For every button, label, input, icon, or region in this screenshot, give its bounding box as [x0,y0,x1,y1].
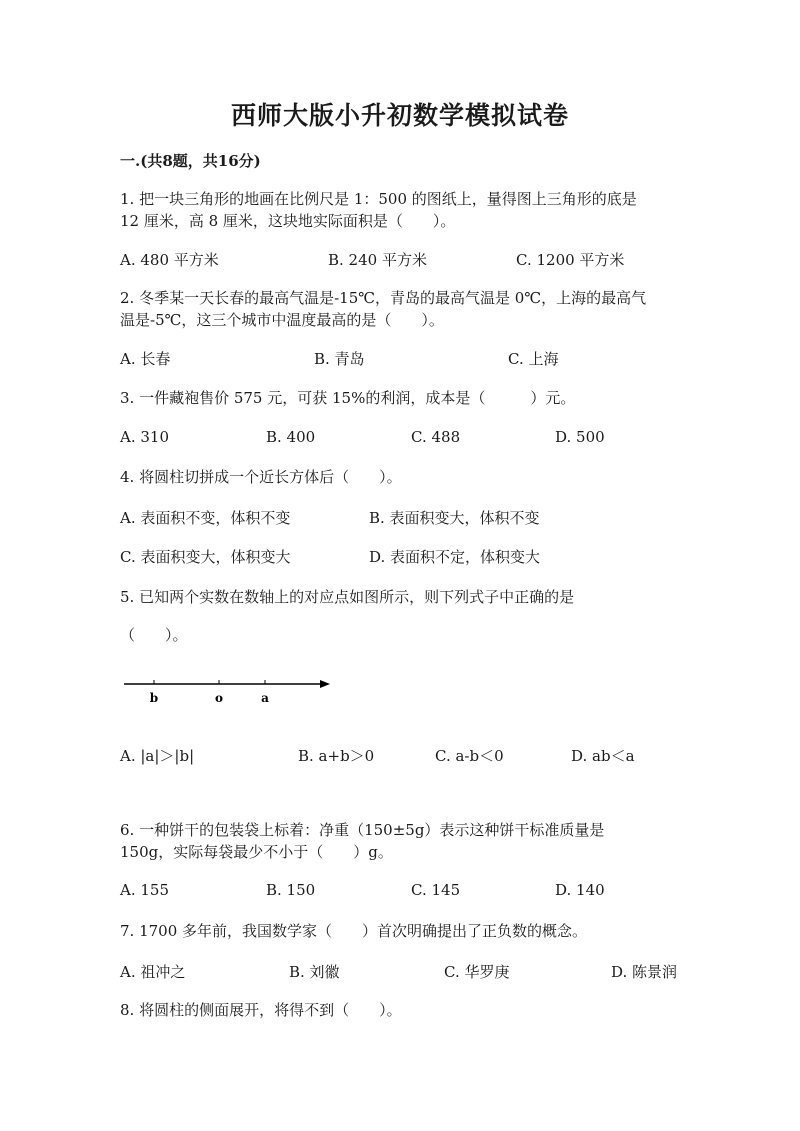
option: C. 488 [411,428,461,446]
number-line-figure [118,674,338,710]
option: C. 上海 [508,350,559,368]
question-line: 12 厘米，高 8 厘米，这块地实际面积是（ ）。 [120,212,456,230]
option: D. ab＜a [571,747,635,765]
option: B. 400 [266,428,316,446]
page-title: 西师大版小升初数学模拟试卷 [230,101,569,130]
number-line-arrow [320,680,330,688]
question-6 [120,819,604,863]
option: A. 长春 [120,350,171,368]
point-label-b: b [149,691,159,705]
option: D. 陈景润 [611,963,678,981]
question-1 [120,188,637,232]
question-4 [120,466,402,488]
question-line: （ ）。 [120,626,188,644]
question-line: 1. 把一块三角形的地画在比例尺是 1：500 的图纸上，量得图上三角形的底是 [120,190,637,208]
question-line: 温是-5℃，这三个城市中温度最高的是（ ）。 [120,311,444,329]
question-5 [120,586,574,646]
option: A. 表面积不变，体积不变 [120,509,291,527]
question-line: 8. 将圆柱的侧面展开，将得不到（ ）。 [120,1001,402,1019]
option: D. 140 [555,881,605,899]
option: C. 1200 平方米 [516,251,625,269]
option: B. 150 [266,881,316,899]
question-line: 150g，实际每袋最少不小于（ ）g。 [120,843,393,861]
question-line: 7. 1700 多年前，我国数学家（ ）首次明确提出了正负数的概念。 [120,922,588,940]
option: B. 240 平方米 [328,251,427,269]
option: C. 表面积变大，体积变大 [120,548,291,566]
option: A. 祖冲之 [120,963,186,981]
question-8 [120,999,402,1021]
section-heading: 一.(共8题，共16分) [120,152,261,170]
question-3 [120,387,575,409]
option: C. 华罗庚 [444,963,510,981]
question-2 [120,287,646,331]
option: A. 310 [120,428,169,446]
option: A. |a|＞|b| [120,747,195,765]
option: B. 刘徽 [289,963,340,981]
option: A. 155 [120,881,169,899]
point-label-o: o [214,691,224,705]
question-line: 2. 冬季某一天长春的最高气温是-15℃，青岛的最高气温是 0℃，上海的最高气 [120,289,647,307]
option: C. a-b＜0 [435,747,504,765]
question-line: 4. 将圆柱切拼成一个近长方体后（ ）。 [120,468,402,486]
question-7 [120,920,587,942]
option: B. a+b＞0 [298,747,375,765]
option: B. 青岛 [314,350,365,368]
option: C. 145 [411,881,461,899]
option: D. 500 [555,428,605,446]
option: B. 表面积变大，体积不变 [369,509,540,527]
option: A. 480 平方米 [120,251,219,269]
question-line: 3. 一件藏袍售价 575 元，可获 15%的利润，成本是（ ）元。 [120,389,576,407]
question-line: 5. 已知两个实数在数轴上的对应点如图所示，则下列式子中正确的是 [120,588,575,606]
point-label-a: a [261,691,269,705]
option: D. 表面积不定，体积变大 [369,548,541,566]
question-line: 6. 一种饼干的包装袋上标着：净重（150±5g）表示这种饼干标准质量是 [120,821,605,839]
